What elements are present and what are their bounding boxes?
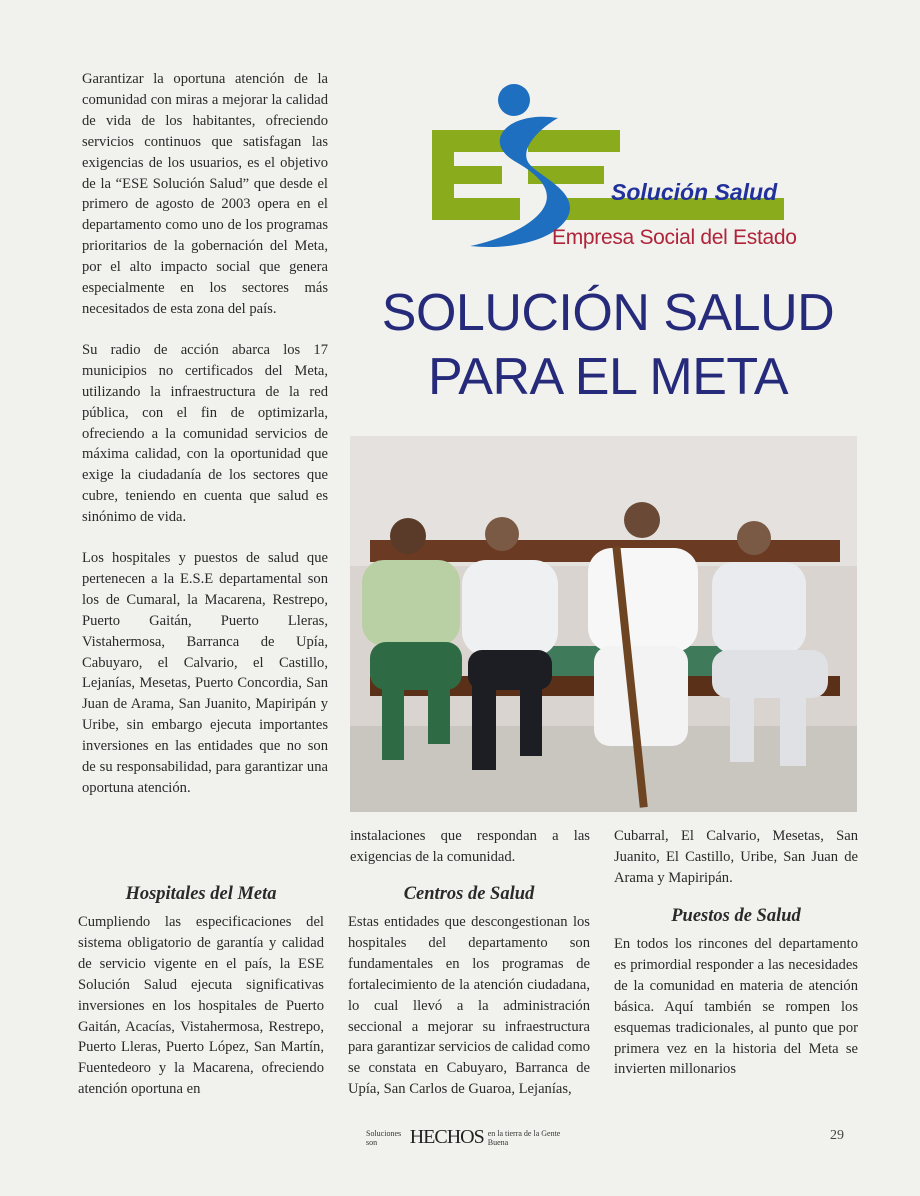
hospitales-paragraph: Cumpliendo las especificaciones del sistema obligatorio de garantía y calidad de servicio vigente en el país, la ESE Solución Salud ejecuta significativas inversiones en los hospitales de Puerto Gaitán, Acacías, Vistahermosa, Restrepo, Puerto Lleras, Puerto López, San Martín, Fuentedeoro y la Macarena, ofreciendo atención oportuna en [78, 914, 324, 1098]
headline-line-1: SOLUCIÓN SALUD [381, 284, 835, 342]
centros-paragraph: Estas entidades que descongestionan los hospitales del departamento son fundamentales en los programas de fortalecimiento de la atención ciudadana, lo cual llevó a la administración seccional a mejorar su infraestructura para garantizar servicios de calidad como se constata en Cabuyaro, Barranca de Upía, San Carlos de Guaroa, Lejanías, [348, 914, 590, 1098]
mid-continuation-text: instalaciones que respondan a las exigencias de la comunidad. [350, 828, 590, 865]
right-continuation-text: Cubarral, El Calvario, Mesetas, San Juanito, El Castillo, Uribe, San Juan de Arama y Mapiripán. [614, 828, 858, 886]
subhead-hospitales-del-meta: Hospitales del Meta [125, 884, 277, 904]
page-number: 29 [830, 1128, 844, 1143]
subhead-puestos-de-salud: Puestos de Salud [671, 906, 801, 926]
right-column-body [614, 934, 858, 1100]
mid-column-body [348, 912, 590, 1120]
mid-column-continuation [350, 826, 590, 888]
left-column [82, 69, 328, 819]
intro-paragraph: Garantizar la oportuna atención de la comunidad con miras a mejorar la calidad de vida de los habitantes, ofreciendo servicios continuos que satisfagan las exigencias de los usuarios, es el objetivo de la “ESE Solución Salud” que desde el primero de agosto de 2003 opera en el departamento como uno de los programas prioritarios de la gobernación del Meta, por el alto impacto social que genera especialmente en los sectores más necesitados de esta zona del país. [82, 71, 328, 317]
radio-accion-paragraph: Su radio de acción abarca los 17 municipios no certificados del Meta, utilizando la infraestructura de la red pública, con el fin de optimizarla, ofreciendo a la comunidad servicios de máxima calidad, con la oportunidad que exige la ciudadanía de los sectores que cubre, teniendo en cuenta que salud es sinónimo de vida. [82, 341, 328, 526]
photo-four-women-on-bench [350, 436, 857, 812]
logo-subtitle: Empresa Social del Estado [552, 226, 797, 249]
headline-line-2: PARA EL META [427, 348, 789, 406]
logo-name: Solución Salud [611, 179, 778, 205]
footer-prefix: Soluciones son [366, 1128, 402, 1147]
hospitales-list-paragraph: Los hospitales y puestos de salud que pertenecen a la E.S.E departamental son los de Cumaral, la Macarena, Restrepo, Puerto Gaitán, Puerto Lleras, Vistahermosa, Barranca de Upía, Cabuyaro, el Calvario, el Castillo, Lejanías, Mesetas, Puerto Concordia, San Juan de Arama, San Juanito, Mapiripán y Uribe, sin embargo ejecuta importantes inversiones en las entidades que no son de su responsabilidad, para garantizar una oportuna atención. [82, 550, 328, 796]
puestos-paragraph: En todos los rincones del departamento es primordial responder a las necesidades de la comunidad en materia de atención básica. Aquí también se rompen los esquemas tradicionales, al punto que por primera vez en la historia del Meta se invierten millonarios [614, 936, 858, 1078]
hospitales-section-body [78, 912, 324, 1120]
subhead-centros-de-salud: Centros de Salud [403, 884, 535, 904]
right-column-continuation [614, 826, 858, 909]
footer-suffix: en la tierra de la Gente Buena [487, 1128, 561, 1147]
footer-brand: HECHOS [409, 1126, 484, 1148]
footer-slogan [366, 1126, 566, 1149]
